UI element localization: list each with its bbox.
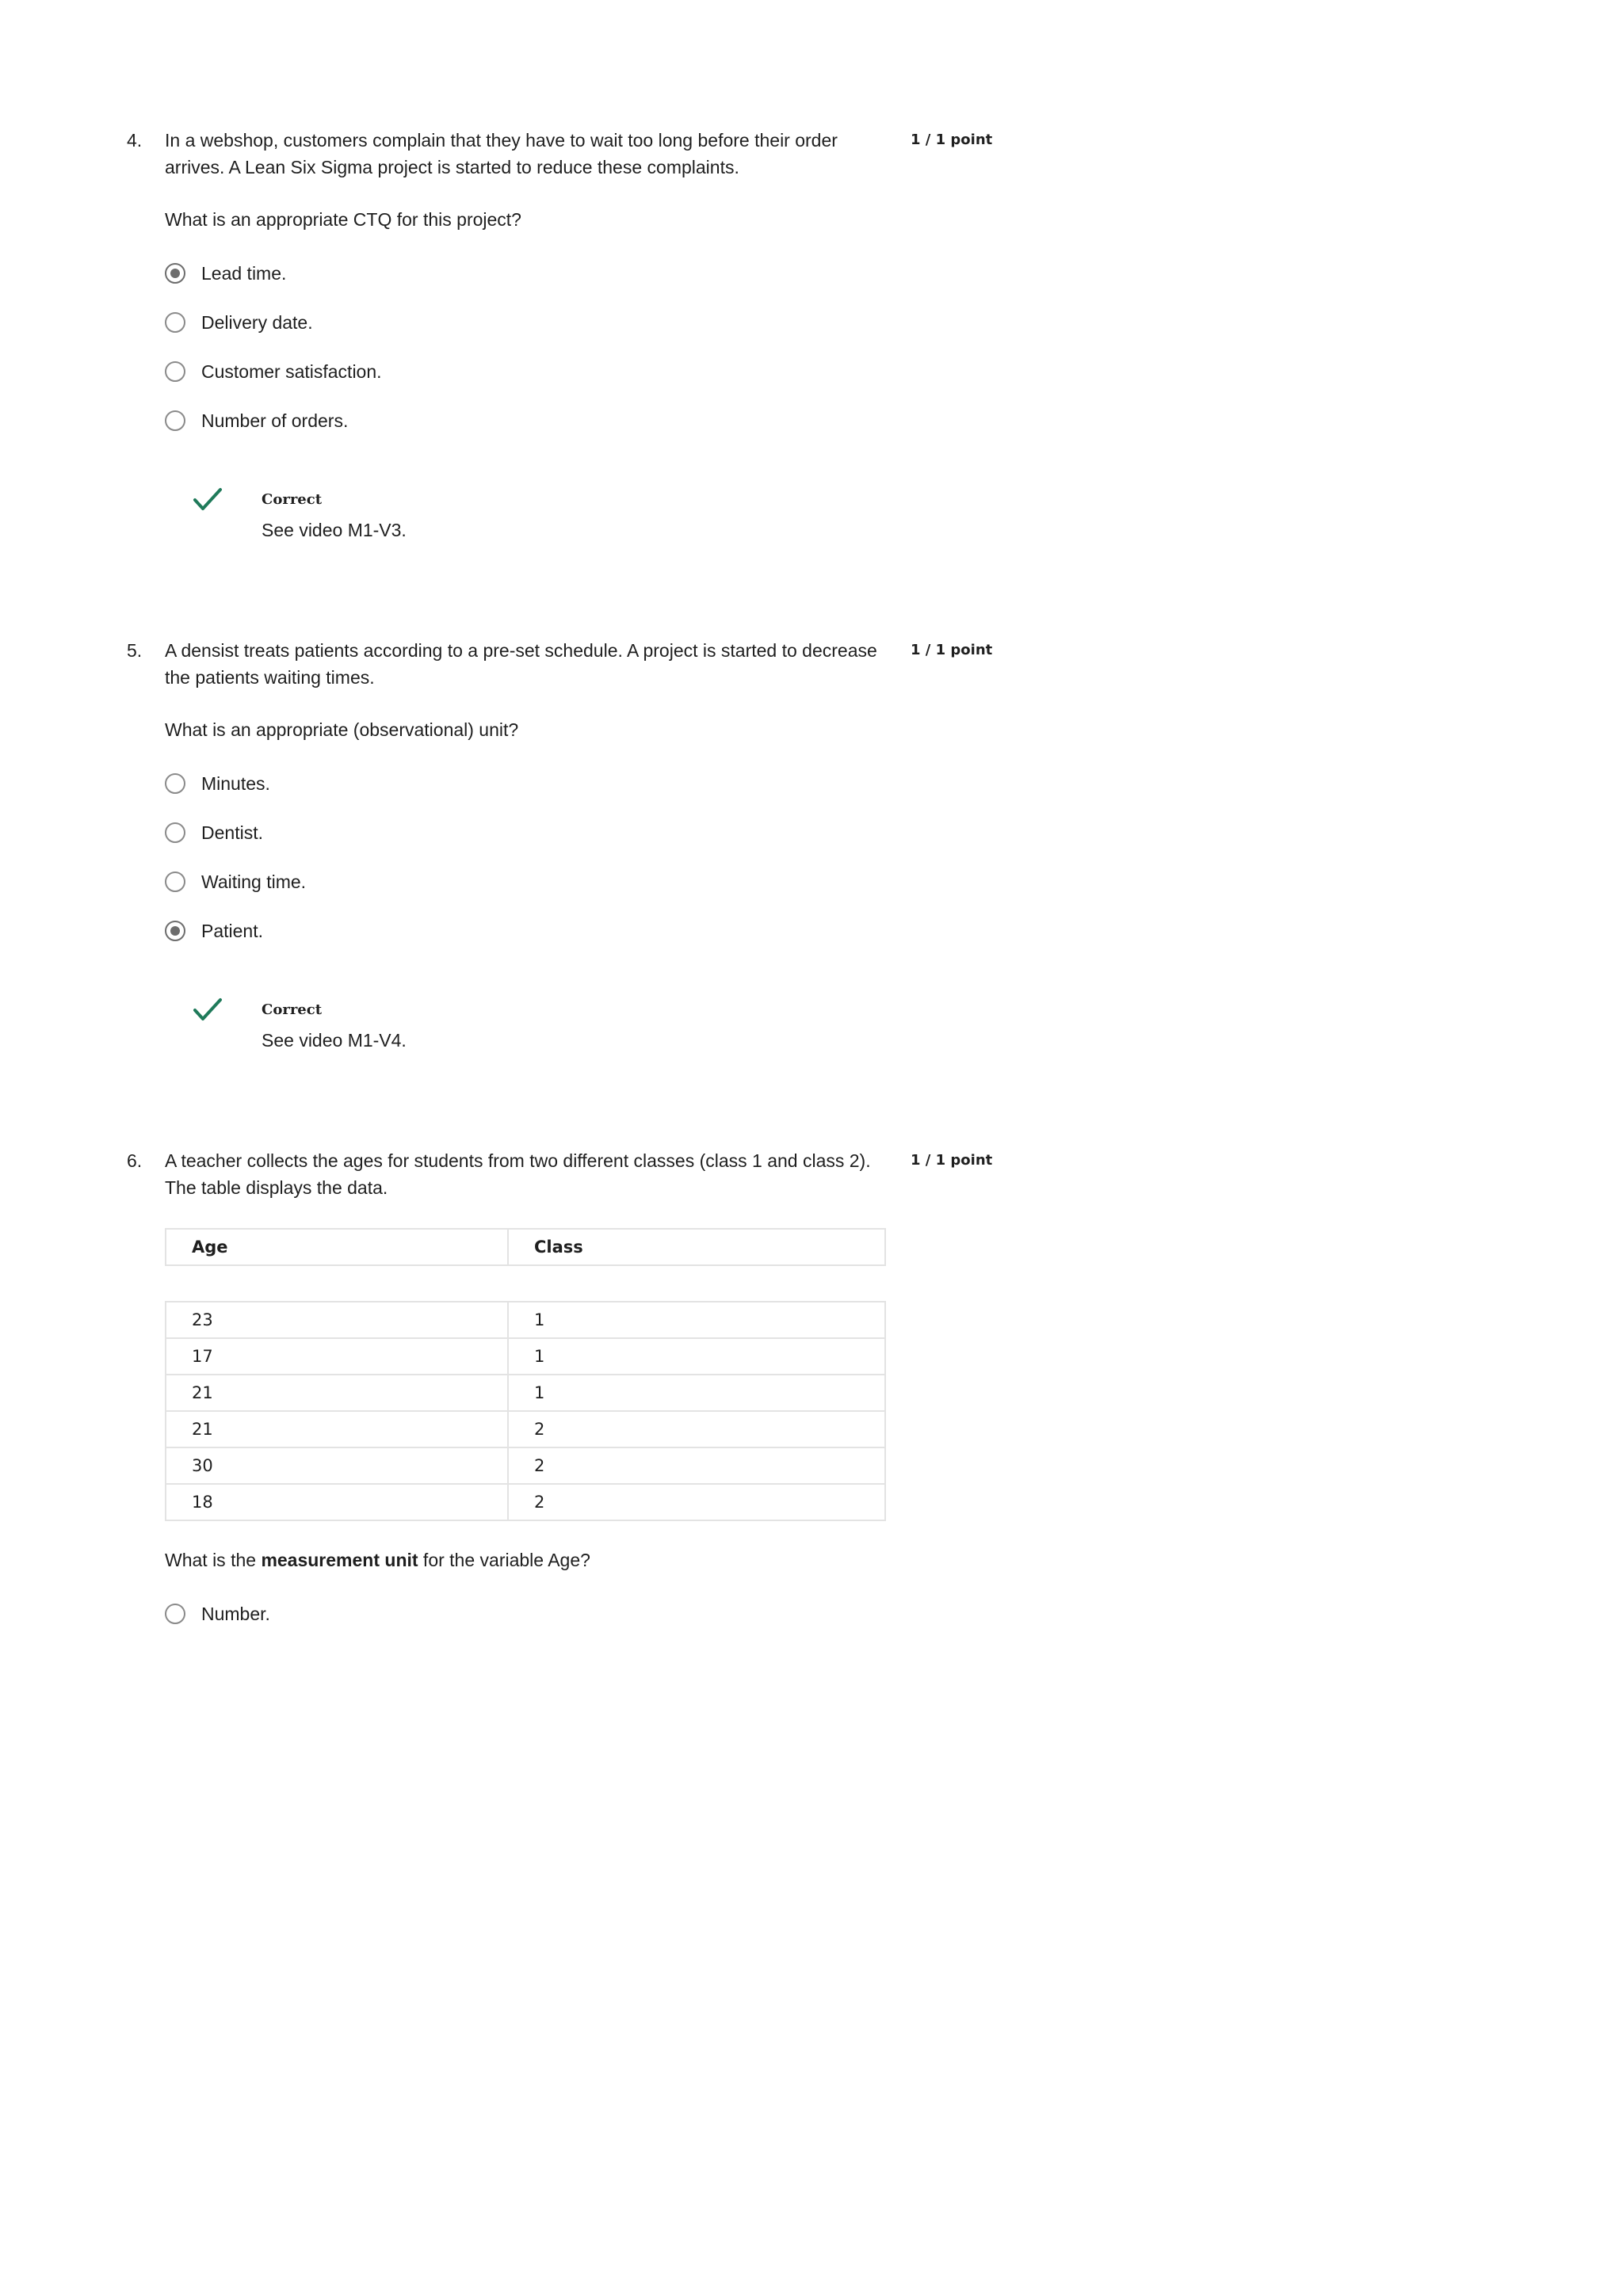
option-delivery-date[interactable] xyxy=(165,298,878,347)
option-number[interactable] xyxy=(165,1589,878,1638)
radio-button[interactable] xyxy=(165,773,185,794)
feedback-text: See video M1-V4. xyxy=(262,1030,407,1051)
cell-class: 1 xyxy=(508,1375,885,1411)
cell-age: 17 xyxy=(166,1338,508,1375)
option-label: Number. xyxy=(201,1604,270,1624)
column-header-age: Age xyxy=(166,1229,508,1265)
question-text: A teacher collects the ages for students from two different classes (class 1 and class 2). The table displays the data. xyxy=(165,1150,871,1198)
options-group xyxy=(165,759,878,955)
question-prompt: What is an appropriate (observational) unit? xyxy=(165,719,519,740)
prompt-text-post: for the variable Age? xyxy=(418,1550,590,1570)
option-waiting-time[interactable] xyxy=(165,857,878,906)
cell-age: 21 xyxy=(166,1375,508,1411)
prompt-text-bold: measurement unit xyxy=(261,1550,418,1570)
question-prompt: What is an appropriate CTQ for this project? xyxy=(165,209,521,230)
radio-button[interactable] xyxy=(165,312,185,333)
feedback-correct xyxy=(192,486,878,550)
question-body xyxy=(165,127,878,550)
radio-button[interactable] xyxy=(165,822,185,843)
option-label: Lead time. xyxy=(201,263,287,284)
radio-button[interactable] xyxy=(165,361,185,382)
table-header-row xyxy=(166,1229,885,1265)
cell-class: 2 xyxy=(508,1447,885,1484)
points-badge: 1 / 1 point xyxy=(911,642,993,658)
feedback-correct xyxy=(192,997,878,1060)
question-body xyxy=(165,1147,878,1638)
question-text: A densist treats patients according to a pre-set schedule. A project is started to decrease the patients waiting times. xyxy=(165,640,877,688)
radio-button-selected[interactable] xyxy=(165,921,185,941)
question-number: 4. xyxy=(127,130,143,151)
data-table xyxy=(165,1301,886,1521)
option-label: Waiting time. xyxy=(201,871,307,892)
cell-age: 23 xyxy=(166,1302,508,1338)
radio-button[interactable] xyxy=(165,410,185,431)
table-row xyxy=(166,1302,885,1338)
question-prompt xyxy=(165,1547,878,1573)
radio-button[interactable] xyxy=(165,1604,185,1624)
cell-age: 18 xyxy=(166,1484,508,1520)
prompt-text-pre: What is the xyxy=(165,1550,262,1570)
cell-class: 1 xyxy=(508,1302,885,1338)
checkmark-icon xyxy=(192,997,223,1024)
radio-button-selected[interactable] xyxy=(165,263,185,284)
column-header-class: Class xyxy=(508,1229,885,1265)
option-label: Dentist. xyxy=(201,822,263,843)
feedback-title: Correct xyxy=(262,491,323,508)
cell-age: 30 xyxy=(166,1447,508,1484)
cell-class: 2 xyxy=(508,1411,885,1447)
question-number: 5. xyxy=(127,640,143,661)
option-label: Patient. xyxy=(201,921,263,941)
option-label: Minutes. xyxy=(201,773,270,794)
question-text: In a webshop, customers complain that they have to wait too long before their order arrives. A Lean Six Sigma project is started to reduce these complaints. xyxy=(165,130,838,177)
option-dentist[interactable] xyxy=(165,808,878,857)
option-patient[interactable] xyxy=(165,906,878,955)
cell-age: 21 xyxy=(166,1411,508,1447)
table-row xyxy=(166,1447,885,1484)
cell-class: 2 xyxy=(508,1484,885,1520)
feedback-title: Correct xyxy=(262,1001,323,1018)
feedback-text: See video M1-V3. xyxy=(262,520,407,540)
option-customer-satisfaction[interactable] xyxy=(165,347,878,396)
table-row xyxy=(166,1411,885,1447)
options-group xyxy=(165,249,878,445)
question-number: 6. xyxy=(127,1150,143,1171)
option-number-of-orders[interactable] xyxy=(165,396,878,445)
radio-button[interactable] xyxy=(165,871,185,892)
points-badge: 1 / 1 point xyxy=(911,1152,993,1169)
points-badge: 1 / 1 point xyxy=(911,132,993,148)
option-label: Delivery date. xyxy=(201,312,313,333)
table-row xyxy=(166,1375,885,1411)
table-row xyxy=(166,1484,885,1520)
option-label: Customer satisfaction. xyxy=(201,361,382,382)
option-lead-time[interactable] xyxy=(165,249,878,298)
options-group xyxy=(165,1589,878,1638)
data-table-header xyxy=(165,1228,886,1266)
option-minutes[interactable] xyxy=(165,759,878,808)
question-body xyxy=(165,637,878,1060)
table-row xyxy=(166,1338,885,1375)
checkmark-icon xyxy=(192,486,223,513)
cell-class: 1 xyxy=(508,1338,885,1375)
option-label: Number of orders. xyxy=(201,410,349,431)
